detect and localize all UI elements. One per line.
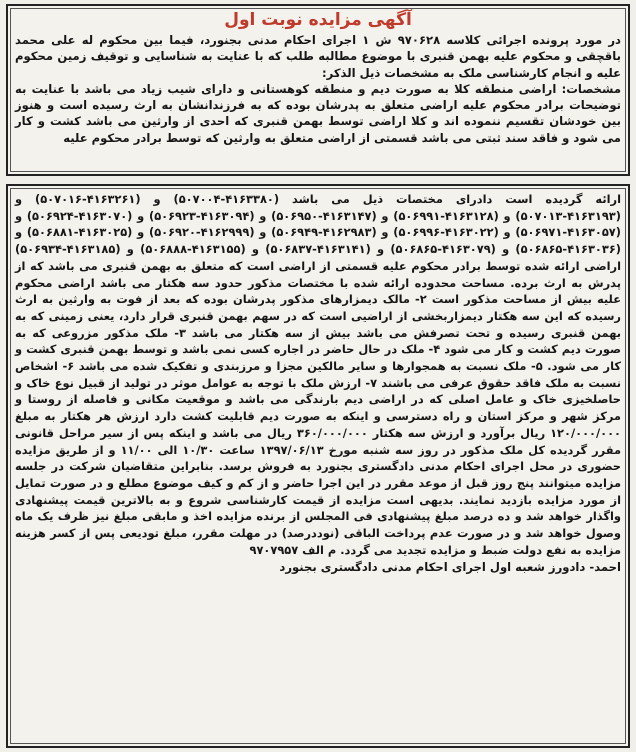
notice-signature: احمد- دادورز شعبه اول اجرای احکام مدنی دادگستری بجنورد [279,560,621,575]
notice-title: آگهی مزایده نوبت اول [224,10,412,30]
notice-specs-top: مشخصات: اراضی منطقه کلا به صورت دیم و منطقه کوهستانی و دارای شیب زیاد می باشد با عنایت به توضیحات برادر محکوم علیه اراضی متعلق به پدرشان بوده که به فرزندانشان به ارث رسیده است و هنوز بین خودشان تقسیم ننموده اند و کلا اراضی توسط بهمن قنبری که احدی از وارثین می باشد کشت و کار می شود و فاقد سند ثبتی می باشد قسمتی از اراضی متعلق به وارثین که توسط برادر محکوم علیه [15,81,621,145]
notice-specs-bottom: ارائه گردیده است دادرای مختصات ذیل می باشد (۴۱۶۳۳۸۰-۵۰۷۰۰۴) و (۴۱۶۳۲۶۱-۵۰۷۰۱۶) و (۴۱۶۳۱۹۳-۵۰۷۰۱۳) و (۴۱۶۳۱۲۸-۵۰۶۹۹۱) و (۴۱۶۳۱۴۷-۵۰۶۹۵۰) و (۴۱۶۳۰۹۴-۵۰۶۹۲۳) و (۴۱۶۳۰۷۰-۵۰۶۹۲۴) و (۴۱۶۳۰۵۷-۵۰۶۹۷۱) و (۴۱۶۳۰۲۲-۵۰۶۹۹۶) و (۴۱۶۲۹۸۳-۵۰۶۹۴۹) و (۴۱۶۲۹۹۹-۵۰۶۹۲۰) و (۴۱۶۳۰۲۵-۵۰۶۸۸۱) و (۴۱۶۳۰۳۶-۵۰۶۸۶۵) و (۴۱۶۳۰۷۹-۵۰۶۸۶۵) و (۴۱۶۳۱۴۱-۵۰۶۸۳۷) و (۴۱۶۳۱۵۵-۵۰۶۸۸۸) و (۴۱۶۳۱۸۵-۵۰۶۹۳۴) اراضی ارائه شده توسط برادر محکوم علیه قسمتی از اراضی است که متعلق به بهمن قنبری می باشد که از پدرش به ارث برده. مساحت محدوده ارائه شده با مختصات مذکور حدود سه هکتار می باشد اراضی محکوم علیه بیش از مساحت مذکور است ۲- مالک دیمزارهای مذکور پدرشان بوده که بعد از فوت به وارثین به ارث رسیده که این سه هکتار دیمزاربخشی از اراضیی است که در سهم بهمن قنبری قرار دارد، یعنی زمینی که به بهمن قنبری رسیده و تحت تصرفش می باشد بیش از سه هکتار می باشد ۳- ملک مذکور مزروعی که به صورت دیم کشت و کار می شود ۴- ملک در حال حاضر در اجاره کسی نمی باشد و توسط بهمن قنبری کشت و کار می شود. ۵- ملک نسبت به همجوارها و سایر مالکین مجزا و مرزبندی و تفکیک شده می باشد ۶- اشخاص نسبت به ملک فاقد حقوق عرفی می باشند ۷- ارزش ملک با توجه به عوامل موثر در تولید از قبیل نوع خاک و حاصلخیزی خاک و عامل اصلی که در اراضی دیم بارندگی می باشد و موقعیت مکانی و فاصله از روستا و مرکز شهر و مرکز استان و راه دسترسی و اینکه به صورت دیم قابلیت کشت دارد ارزش هر هکتار به مبلغ ۱۲۰/۰۰۰/۰۰۰ ریال برآورد و ارزش سه هکتار ۳۶۰/۰۰۰/۰۰۰ ریال می باشد و اینکه پس از سیر مراحل قانونی مقرر گردیده کل ملک مذکور در روز سه شنبه مورخ ۱۳۹۷/۰۶/۱۳ ساعت ۱۰/۳۰ الی ۱۱/۰۰ و از طریق مزایده حضوری در محل اجرای احکام مدنی دادگستری بجنورد به فروش برسد. بنابراین متقاضیان شرکت در جلسه مزایده میتوانند پنج روز قبل از موعد مقرر در این اجرا حاضر و از کم و کیف موضوع مطلع و در صورت تمایل از مورد مزایده بازدید نمایند. بدیهی است مزایده از قیمت کارشناسی شروع و به بالاترین قیمت پیشنهادی واگذار خواهد شد و ده درصد مبلغ پیشنهادی فی المجلس از برنده مزایده اخذ و مابقی مبلغ نیز ظرف یک ماه وصول خواهد شد و در صورت عدم پرداخت الباقی (نوددرصد) در مهلت مقرر، مبلغ تودیعی پس از کسر هزینه مزایده به نفع دولت ضبط و مزایده تجدید می گردد. م الف ۹۷۰۷۹۵۷ [15,192,622,557]
notice-bottom-column [6,184,630,748]
notice-top-column [6,4,630,176]
notice-intro: در مورد پرونده اجرائی کلاسه ۹۷۰۶۲۸ ش ۱ اجرای احکام مدنی بجنورد، فیما بین محکوم له علی محمد باقچقی و محکوم علیه بهمن قنبری با موضوع مطالبه طلب که با عنایت به شناسایی و توقیف زمین محکوم علیه و انجام کارشناسی ملک به مشخصات ذیل الذکر: [15,33,622,80]
